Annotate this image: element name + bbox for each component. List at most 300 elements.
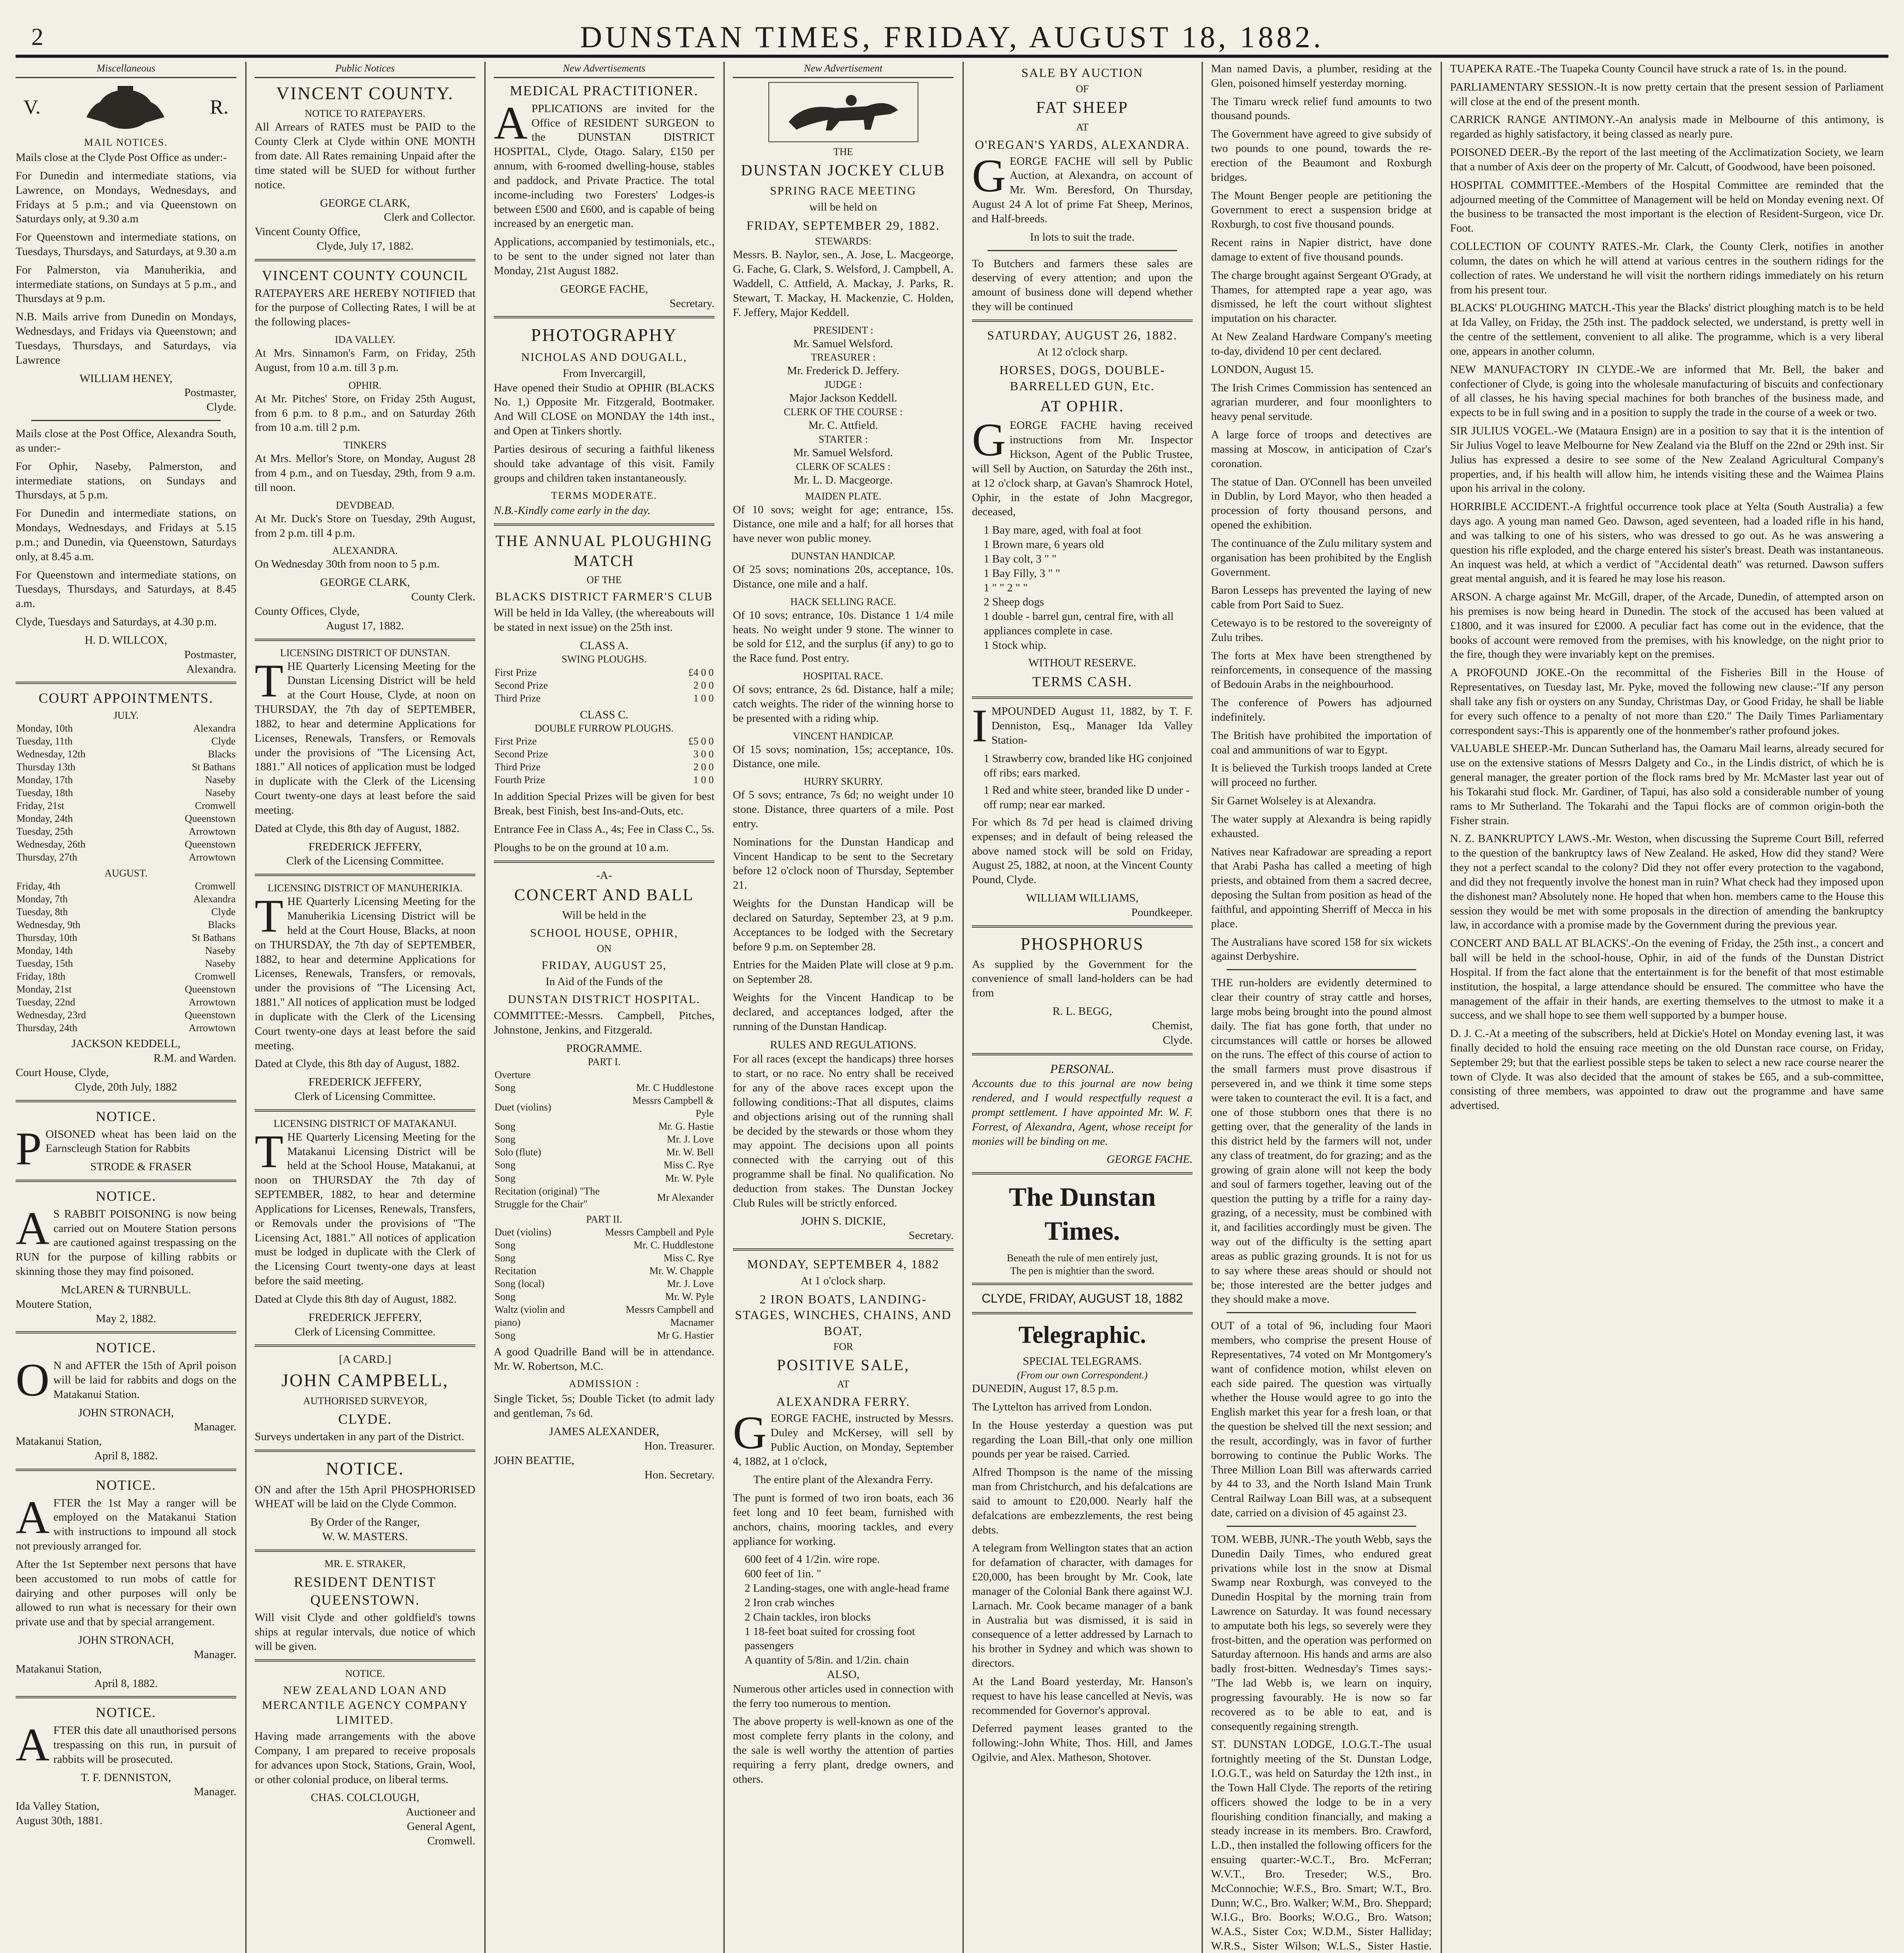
sale-item: 600 feet of 4 1/2in. wire rope. <box>745 1553 880 1566</box>
impound-item: 1 Strawberry cow, branded like HG conjoined off ribs; ears marked. <box>984 752 1192 779</box>
news-items <box>1211 62 1432 964</box>
sale-at: AT <box>837 1378 850 1390</box>
programme-row <box>494 1146 714 1159</box>
advert-line: will be held on <box>809 200 877 213</box>
concert-committee: COMMITTEE:-Messrs. Campbell, Pitches, Johnstone, Jenkins, and Fitzgerald. <box>494 1009 714 1036</box>
appointment-row <box>16 825 236 838</box>
news-item <box>1211 330 1432 359</box>
programme-row-cell: Waltz (violin and piano) <box>495 1303 565 1328</box>
telegram-text: Alfred Thompson is the name of the missing man from Christchurch, and his defalcations are said to amount to £20,000. Nearly half the defalcations are embezzlements, the rest being debts. <box>972 1466 1193 1536</box>
column-auctions-and-telegrams <box>972 62 1193 1953</box>
appointment-row-cell: Arrowtown <box>189 826 236 837</box>
race-entry <box>733 595 954 666</box>
programme-row-cell: Mr. W. Chapple <box>649 1265 714 1276</box>
appointment-row-cell: Alexandra <box>193 723 236 734</box>
telegraphic-title: Telegraphic. <box>1018 1321 1146 1348</box>
appointment-row-cell: Monday, 14th <box>16 945 73 957</box>
signature: WILLIAM HENEY, <box>79 372 173 385</box>
crest-letter-left: V. <box>23 96 41 118</box>
class-subtitle: SWING PLOUGHS. <box>561 653 647 665</box>
signature-line: Postmaster, <box>184 386 236 399</box>
appointment-row-cell: Friday, 18th <box>16 971 66 982</box>
prize-row-cell: 1 0 0 <box>693 774 714 786</box>
appointment-row-cell: Clyde <box>211 906 236 918</box>
appointment-row-cell: Blacks <box>208 748 236 760</box>
programme-row <box>494 1264 714 1277</box>
appointment-row <box>16 970 236 983</box>
signature-line: Postmaster, <box>184 648 236 661</box>
programme-row-cell: Song <box>495 1329 516 1341</box>
appointment-row <box>16 812 236 825</box>
prize-row <box>494 692 714 705</box>
advert-of: OF THE <box>586 574 622 586</box>
news-item <box>1211 812 1432 841</box>
news-text: BLACKS' PLOUGHING MATCH.-This year the Blacks' district ploughing match is to be held at Ida Valley, on Friday, the 25th inst. The paddock selected, we understand, is pretty well in the centre of the settlement, convenient to all alike. The programme, which is a very liberal one, appears in another column. <box>1450 302 1884 357</box>
appointment-row-cell: Naseby <box>205 787 236 799</box>
telegram-item <box>972 1541 1193 1670</box>
signature: T. F. DENNISTON, <box>80 1771 171 1784</box>
place-name: ALEXANDRA. <box>332 545 398 557</box>
nameplate-motto: Beneath the rule of men entirely just, <box>1007 1252 1158 1264</box>
signature: H. D. WILLCOX, <box>84 634 168 646</box>
mail-paragraph: Clyde, Tuesdays and Saturdays, at 4.30 p.m. <box>16 616 217 628</box>
prize-row-cell: 2 0 0 <box>693 761 714 773</box>
prize-row-cell: First Prize <box>495 666 537 678</box>
news-text: POISONED DEER.-By the report of the last meeting of the Acclimatization Society, we learn that a number of Axis deer on the property of Mr. Calcutt, of Goodwood, have been poisoned. <box>1450 146 1884 173</box>
signature-line: Moutere Station, <box>16 1298 92 1310</box>
signature: JAMES ALEXANDER, <box>549 1425 659 1438</box>
mail-paragraph: For Dunedin and intermediate stations, on Mondays, Wednesdays, and Fridays at 5.15 p.m.; and Dunedin, via Queenstown, Saturdays only, at 8.45 a.m. <box>16 507 236 563</box>
news-item <box>1450 80 1884 109</box>
appointment-row-cell: Monday, 24th <box>16 813 73 825</box>
club-official <box>733 351 954 378</box>
place-name: TINKERS <box>343 439 387 451</box>
racehorse-icon <box>773 87 914 137</box>
appointment-row-cell: Monday, 21st <box>16 984 72 995</box>
appointment-row-cell: Tuesday, 25th <box>16 826 73 837</box>
prize-row <box>494 666 714 679</box>
news-text: HOSPITAL COMMITTEE.-Members of the Hospital Committee are reminded that the adjourned meeting of the Committee of Management will be held on Monday evening next. Of the business to be transacted the most important is the election of Resident-Surgeon, vice Dr. Foot. <box>1450 179 1884 235</box>
notice-title: NOTICE. <box>345 1667 385 1679</box>
club-official <box>733 433 954 460</box>
telegram-text: DUNEDIN, August 17, 8.5 p.m. <box>972 1382 1118 1395</box>
signature: McLAREN & TURNBULL. <box>61 1283 191 1296</box>
notice-title: NOTICE. <box>325 1459 405 1479</box>
notice-title: LICENSING DISTRICT OF MANUHERIKIA. <box>267 882 463 894</box>
sale-item: 1 Bay Filly, 3 " " <box>984 567 1060 580</box>
telegram-item <box>972 1465 1193 1537</box>
race-entry <box>733 730 954 771</box>
sale-body: The above property is well-known as one of the most complete ferry plants in the colony, and the sale is well worthy the attention of parties requiring a ferry plant, dredge owners, and others. <box>733 1715 954 1785</box>
class-title: CLASS A. <box>580 639 629 652</box>
programme-row-cell: Song <box>495 1291 516 1302</box>
race-conditions: Of 15 sovs; nomination, 15s; acceptance, 10s. Distance, one mile. <box>733 743 954 770</box>
appointment-row-cell: Queenstown <box>185 984 236 995</box>
programme-row-cell: Mr. W. Pyle <box>665 1172 714 1184</box>
signature-line: Matakanui Station, <box>16 1435 102 1448</box>
appointment-row <box>16 918 236 931</box>
concert-line: Will be held in the <box>562 909 646 921</box>
race-name: HACK SELLING RACE. <box>790 596 896 607</box>
signature-line: Manager. <box>194 1421 236 1434</box>
race-list <box>733 490 954 831</box>
news-item <box>1211 236 1432 264</box>
signature-line: Ida Valley Station, <box>16 1800 100 1813</box>
news-item <box>1211 362 1432 377</box>
official-name: Mr. Frederick D. Jeffery. <box>787 364 900 377</box>
editorial-maori: OUT of a total of 96, including four Maori members, who comprise the present House of Representatives, 74 voted on Mr Montgomery's want of confidence motion, whilst eleven on each side paired. The question was virtually whether the House would agree to go into the English market this year for a fresh loan, or that the question be shelved till the next session; and the result, accordingly, was in favor of further borrowing to continue the Public Works. The Three Million Loan Bill was afterwards carried by 44 to 33, and the North Island Main Trunk Central Railway Loan Bill was, at a subsequent date, carried on a division of 45 against 23. <box>1211 1319 1432 1519</box>
signature: FREDERICK JEFFERY, <box>308 1076 422 1089</box>
advert-body: Have opened their Studio at OPHIR (BLACKS No. 1,) Opposite Mr. Fitzgerald, Bootmaker. And Will CLOSE on MONDAY the 14th inst., and Open at Tinkers shortly. <box>494 381 714 437</box>
news-text: HORRIBLE ACCIDENT.-A frightful occurrence took place at Yelta (South Australia) a few days ago. A young man named Geo. Dawson, aged seventeen, had a loaded rifle in his hand, and was talking to one of his sisters, who was dressed to go out. As he was answering a question his rifle exploded, and the charge entered his sister's breast. Death was instantaneous. An inquest was held, at which a verdict of "Accidental death" was returned. Dawson suffers great mental anguish, and it is feared he may lose his reason. <box>1450 500 1884 585</box>
signature-line: Clerk of the Licensing Committee. <box>286 855 444 868</box>
advert-place: O'REGAN'S YARDS, ALEXANDRA. <box>975 137 1190 152</box>
news-text: Cetewayo is to be restored to the sovereignty of Zulu tribes. <box>1211 616 1432 644</box>
rules-body: For all races (except the handicaps) three horses to start, or no race. No entry shall be received for any of the above races except upon the following conditions:-That all disputes, claims and objections arising out of the running shall be decided by the stewards or those whom they may appoint. The decisions upon all points connected with the carrying out of this programme shall be final. No qualification. No deduction from stakes. The Dunstan Jockey Club Rules will be strictly enforced. <box>733 1053 954 1209</box>
race-name: DUNSTAN HANDICAP. <box>791 550 895 562</box>
race-entry <box>733 550 954 591</box>
prize-row-cell: Second Prize <box>495 679 548 691</box>
appointment-row-cell: Tuesday, 8th <box>16 906 68 918</box>
personal-title: PERSONAL. <box>1050 1061 1115 1076</box>
signature: By Order of the Ranger, <box>310 1516 420 1529</box>
programme-row <box>494 1172 714 1185</box>
appointment-row-cell: Monday, 7th <box>16 893 68 905</box>
news-text: The continuance of the Zulu military system and organisation has been prohibited by the English Government. <box>1211 537 1432 578</box>
appointment-row-cell: Friday, 4th <box>16 880 61 892</box>
nameplate-motto: The pen is mightier than the sword. <box>1010 1265 1154 1276</box>
signature: WILLIAM WILLIAMS, <box>1026 892 1139 905</box>
official-role: STARTER : <box>818 433 868 445</box>
signature-line: Hon. Treasurer. <box>644 1439 714 1452</box>
advert-title: PHOTOGRAPHY <box>531 325 677 345</box>
notice-body: After the 1st September next persons that have been accustomed to run mobs of cattle for dairying and other purposes will only be allowed to run what is necessary for their own private use and that by special arrangement. <box>16 1558 236 1628</box>
sale-body: The punt is formed of two iron boats, each 36 feet long and 10 feet beam, furnished with anchors, chains, mooring tackles, and every appliance for working. <box>733 1492 954 1548</box>
appointment-row <box>16 773 236 786</box>
sale-body: GEORGE FACHE having received instructions from Mr. Inspector Hickson, Agent of the Public Trustee, will Sell by Auction, on Saturday the 26th inst., at 12 o'clock sharp, at Gavan's Shamrock Hotel, Ophir, in the estate of John Macgregor, deceased, <box>972 414 1193 518</box>
mail-paragraph: N.B. Mails arrive from Dunedin on Mondays, Wednesdays, and Fridays via Queenstown; and Tuesdays, Thursdays, and Saturdays, via Lawrence <box>16 311 236 366</box>
column-miscellaneous <box>16 62 236 1953</box>
programme-row-cell: Mr Alexander <box>657 1192 714 1203</box>
sale-item: 1 " " 2 " " <box>984 581 1028 594</box>
appointment-row-cell: Friday, 21st <box>16 800 64 812</box>
sale-item: 1 Bay mare, aged, with foal at foot <box>984 524 1141 537</box>
appointment-row-cell: Clyde <box>211 735 236 747</box>
programme-row-cell: Miss C. Rye <box>663 1252 714 1264</box>
appointment-row <box>16 722 236 735</box>
news-text: Sir Garnet Wolseley is at Alexandra. <box>1211 794 1376 807</box>
advert-note: N.B.-Kindly come early in the day. <box>494 504 651 517</box>
sale-items: 2 IRON BOATS, LANDING-STAGES, WINCHES, CHAINS, AND BOAT, <box>735 1292 952 1338</box>
sale-time: At 12 o'clock sharp. <box>1037 345 1128 358</box>
programme-row-cell: Song <box>495 1252 516 1264</box>
programme-row-cell: Mr. C Huddlestone <box>636 1082 714 1094</box>
advert-body: Weights for the Vincent Handicap to be declared, and acceptances lodged, after the running of the Dunstan Handicap. <box>733 991 954 1033</box>
signature-line: April 8, 1882. <box>94 1450 158 1462</box>
impound-list <box>972 752 1193 812</box>
news-text: Baron Lesseps has prevented the laying of new cable from Port Said to Suez. <box>1211 584 1432 611</box>
programme-row <box>494 1226 714 1239</box>
notice-date: Dated at Clyde, this 8th day of August, 1882. <box>255 1057 460 1070</box>
appointment-row-cell: Thursday, 27th <box>16 852 77 863</box>
telegram-item <box>972 1721 1193 1764</box>
news-item <box>1450 145 1884 174</box>
news-item <box>1211 696 1432 725</box>
notice-title: NOTICE. <box>96 1705 156 1721</box>
news-text: The charge brought against Sergeant O'Grady, at Thames, for attempted rape a year ago, was dismissed, he left the court without slightest imputation on his character. <box>1211 269 1432 325</box>
card-name: JOHN CAMPBELL, <box>281 1370 449 1391</box>
programme-row-cell: Song <box>495 1159 516 1171</box>
signature-line: JOHN BEATTIE, <box>494 1454 575 1467</box>
official-role: PRESIDENT : <box>813 324 873 336</box>
appointment-row-cell: Naseby <box>205 774 236 786</box>
prize-row-cell: Third Prize <box>495 761 541 773</box>
collection-place <box>255 333 475 375</box>
concert-date: FRIDAY, AUGUST 25, <box>541 959 667 972</box>
programme-row <box>494 1277 714 1290</box>
sale-body: The entire plant of the Alexandra Ferry. <box>753 1473 933 1486</box>
appointment-row <box>16 957 236 970</box>
advert-body: Entrance Fee in Class A., 4s; Fee in Class C., 5s. <box>494 823 714 836</box>
mail-paragraph: For Queenstown and intermediate stations, on Tuesdays, Thursdays, and Saturdays, at 9.30 a.m <box>16 231 236 258</box>
news-item <box>1211 616 1432 645</box>
news-item <box>1211 845 1432 931</box>
sale-item: 2 Iron crab winches <box>745 1596 834 1609</box>
sale-item: 1 Stock whip. <box>984 639 1047 652</box>
place-details: At Mrs. Mellor's Store, on Monday, August 28 from 4 p.m., and on Tuesday, 29th, from 9 a.m. till noon. <box>255 452 475 494</box>
impound-item: 1 Red and white steer, branded like D under - off rump; near ear marked. <box>984 784 1190 811</box>
news-text: Man named Davis, a plumber, residing at the Glen, poisoned himself yesterday morning. <box>1211 62 1432 89</box>
prize-row-cell: 3 0 0 <box>693 748 714 760</box>
class-title: CLASS C. <box>580 708 629 721</box>
signature-line: Clerk and Collector. <box>384 211 475 224</box>
appointment-row <box>16 786 236 799</box>
month-label: AUGUST. <box>104 868 148 879</box>
prize-row-cell: 2 0 0 <box>693 679 714 691</box>
news-text: Recent rains in Napier district, have done damage to extent of five thousand pounds. <box>1211 236 1432 263</box>
card-label: [A CARD.] <box>339 1353 391 1366</box>
column-header: Public Notices <box>255 62 475 78</box>
rules-title: RULES AND REGULATIONS. <box>770 1038 916 1051</box>
appointment-row <box>16 905 236 918</box>
signature-line: Poundkeeper. <box>1131 906 1193 919</box>
signature-line: Clyde, July 17, 1882. <box>316 240 414 253</box>
month-label: JULY. <box>113 710 139 721</box>
sale-items: HORSES, DOGS, DOUBLE-BARRELLED GUN, Etc. <box>999 363 1165 393</box>
place-details: At Mr. Pitches' Store, on Friday 25th August, from 6 p.m. to 8 p.m., and on Saturday 26th from 10 a.m. till 2 p.m. <box>255 392 475 434</box>
column-local-news <box>1450 62 1884 1953</box>
stewards-title: STEWARDS: <box>815 236 872 247</box>
race-conditions: Of 10 sovs; entrance, 10s. Distance 1 1/4 mile heats. No weight under 9 stone. The winner to be sold for £12, and the surplus (if any) to go to the Race fund. Post entry. <box>733 609 954 665</box>
concert-band: A good Quadrille Band will be in attendance. Mr. W. Robertson, M.C. <box>494 1345 714 1373</box>
signature-line: Manager. <box>194 1785 236 1798</box>
news-text: N. Z. BANKRUPTCY LAWS.-Mr. Weston, when discussing the Supreme Court Bill, referred to the question of the bankruptcy laws of New Zealand. He asked, How did they stand? Were they not a perfect scandal to the colony? Did they not offer every protection to the vagabond, and did they not frequently involve the honest man in ruin? What check had they imposed upon the dishonest man? Absolutely none. He hoped that when hon. members came to the House this session they would be met with some proposals in the direction of amending the bankruptcy law, in accordance with a promise made by the Government during the previous year. <box>1450 832 1884 932</box>
appointment-row <box>16 748 236 760</box>
programme-row <box>494 1081 714 1094</box>
news-items <box>1450 62 1884 1117</box>
telegram-item <box>972 1382 1193 1396</box>
advert-body: In addition Special Prizes will be given for best Break, best Finish, best Ins-and-Outs, etc. <box>494 790 714 818</box>
programme-row-cell: Song <box>495 1121 516 1132</box>
programme-row-cell: Song <box>495 1172 516 1184</box>
notice-body: THE Quarterly Licensing Meeting for the Matakanui Licensing District will be held at the School House, Matakanui, at noon on THURSDAY the 7th day of SEPTEMBER, 1882, to hear and determine Applications for Licenses, Renewals, Transfers, or Removals under the provisions of "The Licensing Act, 1881." All notices of application must be lodged in duplicate with the Clerk of the Licensing Court twenty-one days at least before the said meeting. <box>255 1125 475 1287</box>
appointment-row-cell: Wednesday, 9th <box>16 919 80 931</box>
sale-item: 2 Sheep dogs <box>984 596 1044 609</box>
news-item <box>1211 268 1432 326</box>
sale-item: 1 Brown mare, 6 years old <box>984 538 1104 551</box>
news-item <box>1450 590 1884 662</box>
sale-item: 2 Landing-stages, one with angle-head frame <box>745 1582 949 1595</box>
advert-of: OF <box>1075 83 1089 95</box>
appointment-row-cell: Thursday, 24th <box>16 1022 77 1034</box>
programme-row-cell: Mr. J. Love <box>667 1278 714 1289</box>
royal-crest <box>16 82 236 133</box>
appointment-row-cell: Wednesday, 12th <box>16 748 86 760</box>
news-text: CARRICK RANGE ANTIMONY.-An analysis made in Melbourne of this antimony, is regarded as highly satisfactory, it being classed as nearly pure. <box>1450 113 1884 141</box>
advert-club: BLACKS DISTRICT FARMER'S CLUB <box>495 590 713 603</box>
advert-the: THE <box>833 146 853 158</box>
appointment-row <box>16 735 236 748</box>
prize-row-cell: First Prize <box>495 735 537 747</box>
news-item <box>1450 832 1884 932</box>
prize-row-cell: £4 0 0 <box>688 666 714 678</box>
prize-row <box>494 679 714 692</box>
newspaper-nameplate: The Dunstan Times. <box>1009 1182 1156 1246</box>
news-item <box>1450 500 1884 586</box>
signature: GEORGE FACHE, <box>560 282 648 295</box>
news-text: The Mount Benger people are petitioning the Government to erect a suspension bridge at Roxburgh, to cost five thousand pounds. <box>1211 189 1432 231</box>
signature-line: April 8, 1882. <box>94 1677 158 1690</box>
programme-row <box>494 1068 714 1081</box>
telegram-text: At the Land Board yesterday, Mr. Hanson's request to have his lease cancelled at Nevis, was recommended for Governor's approval. <box>972 1675 1193 1717</box>
appointment-row-cell: Naseby <box>205 958 236 969</box>
signature: JOHN S. DICKIE, <box>800 1215 886 1228</box>
signature: JOHN STRONACH, <box>78 1634 174 1647</box>
personal-body: Accounts due to this journal are now being rendered, and I would respectfully request a prompt settlement. I have appointed Mr. W. F. Forrest, of Alexandra, Agent, whose receipt for monies will be binding on me. <box>972 1077 1193 1148</box>
signature-line: Clyde. <box>1163 1034 1193 1046</box>
signature-line: Alexandra. <box>186 662 236 675</box>
programme-row <box>494 1290 714 1303</box>
telegram-text: In the House yesterday a question was put regarding the Loan Bill,-that only one million pounds per year be raised. Carried. <box>972 1419 1193 1460</box>
news-item <box>1450 741 1884 828</box>
advert-body: Nominations for the Dunstan Handicap and Vincent Handicap to be sent to the Secretary before 12 o'clock noon of Thursday, September 21. <box>733 835 954 892</box>
official-name: Mr. L. D. Macgeorge. <box>793 473 893 486</box>
advert-body: Ploughs to be on the ground at 10 a.m. <box>494 841 669 854</box>
notice-title: VINCENT COUNTY COUNCIL <box>262 267 468 283</box>
sale-item: A quantity of 5/8in. and 1/2in. chain <box>745 1654 909 1667</box>
news-text: The statue of Dan. O'Connell has been unveiled in Dublin, by Lord Mayor, who then headed a procession of forty thousand persons, and opened the exhibition. <box>1211 475 1432 532</box>
appointment-row-cell: Wednesday, 26th <box>16 839 86 850</box>
place-name: OPHIR. <box>348 379 382 391</box>
prize-row-cell: £5 0 0 <box>688 735 714 747</box>
sale-body: GEORGE FACHE, instructed by Messrs. Duley and McKersey, will sell by Public Auction, on Monday, September 4, 1882, at 1 o'clock, <box>733 1406 954 1468</box>
column-news <box>1211 62 1432 1953</box>
sale-item: 1 18-feet boat suited for crossing foot passengers <box>745 1625 915 1652</box>
notice-body: ON and after the 15th April PHOSPHORISED WHEAT will be laid on the Clyde Common. <box>255 1483 475 1510</box>
news-text: The Government have agreed to give subsidy of two pounds to one pound, towards the re-erection of the Beaumont and Roxburgh bridges. <box>1211 128 1432 184</box>
news-text: ARSON. A charge against Mr. McGill, draper, of the Arcade, Dunedin, of attempted arson on his premises is now being heard in Dunedin. The stock of the accused has been valued at £1800, and it was insured for £2000. A peculiar fact has come out in the evidence, that the books of account were removed from the premises, with his knowledge, on the night prior to the fire, though they were invariably kept on the premises. <box>1450 591 1884 661</box>
class-subtitle: DOUBLE FURROW PLOUGHS. <box>534 723 674 734</box>
advert-body: Entries for the Maiden Plate will close at 9 p.m. on September 28. <box>733 959 954 986</box>
newspaper-page <box>16 8 1888 1953</box>
programme-row <box>494 1159 714 1171</box>
collection-place <box>255 544 475 571</box>
dateline: CLYDE, FRIDAY, AUGUST 18, 1882 <box>981 1291 1183 1305</box>
news-item <box>1211 935 1432 964</box>
appointment-row <box>16 838 236 851</box>
collection-place <box>255 379 475 435</box>
admission-body: Single Ticket, 5s; Double Ticket (to admit lady and gentleman, 7s 6d. <box>494 1392 714 1420</box>
signature-line: Clyde, 20th July, 1882 <box>75 1080 177 1093</box>
telegram-text: The Lyttelton has arrived from London. <box>972 1401 1152 1413</box>
signature-line: Hon. Secretary. <box>644 1468 714 1481</box>
programme-table-part-2 <box>494 1226 714 1342</box>
programme-row <box>494 1185 714 1210</box>
programme-row-cell: Overture <box>495 1069 531 1081</box>
advert-item: FAT SHEEP <box>1036 98 1129 117</box>
official-role: CLERK OF SCALES : <box>796 461 891 472</box>
card-body: Surveys undertaken in any part of the District. <box>255 1430 464 1443</box>
advert-body: As supplied by the Government for the convenience of small land-holders can be had from <box>972 958 1193 1000</box>
programme-title: PROGRAMME. <box>566 1042 642 1055</box>
race-entry <box>733 775 954 831</box>
news-tom-webb: TOM. WEBB, JUNR.-The youth Webb, says the Dunedin Daily Times, who endured great privations while lost in the snow at Dismal Swamp near Roxburgh, was conveyed to the Dunedin Hospital by the morning train from Lawrence on Saturday. It was found necessary to amputate both his legs, so severely were they frost-bitten, and the operation was performed on Saturday afternoon. His hands and arms are also badly frost-bitten. Wednesday's Times says:-"The lad Webb is, we learn on inquiry, progressing favourably. He is now so far recovered as to be able to eat, and is consequently regaining strength. <box>1211 1533 1432 1733</box>
race-name: HURRY SKURRY. <box>804 776 883 787</box>
concert-aid: In Aid of the Funds of the <box>545 975 663 988</box>
signature: FREDERICK JEFFERY, <box>308 840 422 853</box>
signature-line: Chemist, <box>1152 1019 1193 1032</box>
news-item <box>1211 761 1432 790</box>
sale-reserve: WITHOUT RESERVE. <box>1028 656 1136 669</box>
race-conditions: Of 10 sovs; weight for age; entrance, 15s. Distance, one mile and a half; for all horses that have never won public money. <box>733 503 954 545</box>
columns <box>16 62 1888 1953</box>
appointment-row <box>16 1009 236 1021</box>
sale-item: 600 feet of 1in. " <box>745 1567 822 1580</box>
appointment-row-cell: Alexandra <box>193 893 236 905</box>
news-text: A large force of troops and detectives are massing at Moscow, in anticipation of Czar's coronation. <box>1211 428 1432 470</box>
news-text: LONDON, August 15. <box>1211 363 1314 376</box>
programme-row-cell: Mr. W. Bell <box>666 1146 714 1158</box>
rate-collection-places <box>255 333 475 571</box>
column-public-notices <box>255 62 475 1953</box>
sale-also: ALSO, <box>827 1668 859 1681</box>
advert-terms: TERMS MODERATE. <box>551 490 657 502</box>
court-appointments-title: COURT APPOINTMENTS. <box>38 690 214 706</box>
dentist-body: Will visit Clyde and other goldfield's towns ships at regular intervals, due notice of which will be given. <box>255 1611 475 1653</box>
notice-title: LICENSING DISTRICT OF DUNSTAN. <box>280 647 450 659</box>
news-item <box>1450 301 1884 358</box>
news-item <box>1450 424 1884 496</box>
news-item <box>1211 649 1432 692</box>
news-text: COLLECTION OF COUNTY RATES.-Mr. Clark, the County Clerk, notifies in another column, the dates on which he will attend at various centres in the southern ridings for the collection of rates. We understand he will visit the northern ridings immediately on his return from his present tour. <box>1450 240 1884 296</box>
notice-title: LICENSING DISTRICT OF MATAKANUI. <box>273 1118 457 1129</box>
advert-body: APPLICATIONS are invited for the Office of RESIDENT SURGEON to the DUNSTAN DISTRICT HOSPITAL, Clyde, Otago. Salary, £150 per annum, with 6-roomed dwelling-house, stables and paddock, and Private Practice. The total income-including two Foresters' Lodges-is between £500 and £600, and is capable of being increased by an energetic man. <box>494 96 714 230</box>
sale-terms: TERMS CASH. <box>1032 674 1132 690</box>
news-text: The Australians have scored 158 for six wickets against Derbyshire. <box>1211 935 1432 963</box>
programme-row-cell: Miss C. Rye <box>663 1159 714 1171</box>
news-item <box>1211 794 1432 808</box>
mail-paragraph: Mails close at the Post Office, Alexandra South, as under:- <box>16 427 236 454</box>
signature-line: Clyde. <box>206 401 236 414</box>
prize-row <box>494 760 714 773</box>
news-item <box>1211 428 1432 471</box>
advert-title: DUNSTAN JOCKEY CLUB <box>741 161 946 179</box>
appointment-row <box>16 760 236 773</box>
signature-line: Cromwell. <box>427 1834 475 1847</box>
concert-place: SCHOOL HOUSE, OPHIR, <box>530 926 678 939</box>
notice-title: VINCENT COUNTY. <box>276 83 454 104</box>
mail-paragraph: For Palmerston, via Manuherikia, and intermediate stations, on Sundays at 5 p.m., and Thursdays at 9 p.m. <box>16 263 236 305</box>
